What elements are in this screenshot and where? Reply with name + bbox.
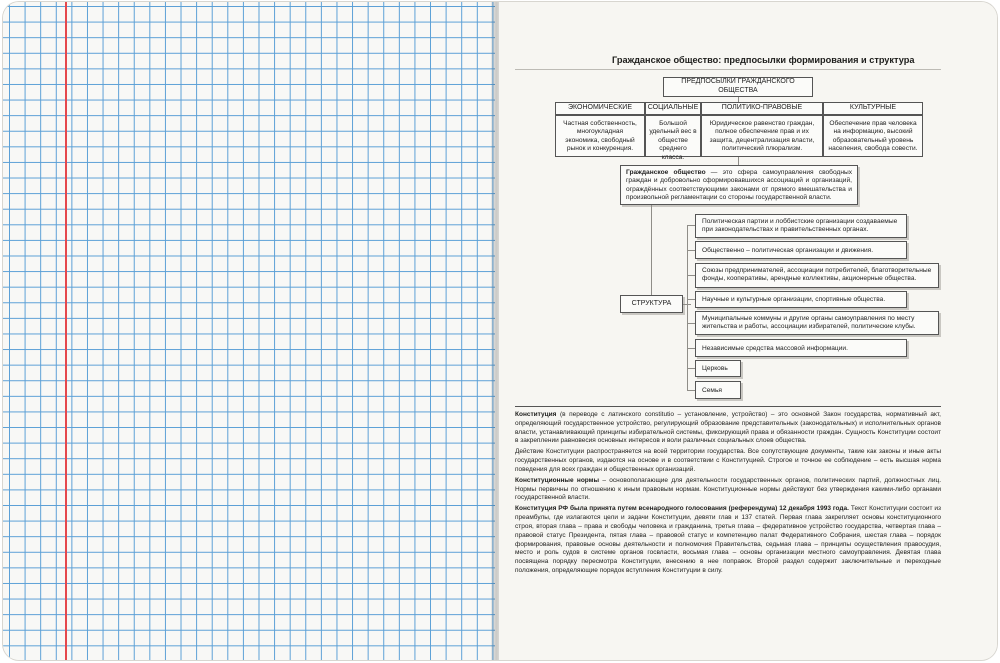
connector <box>687 225 695 226</box>
prereq-label-cultural: КУЛЬТУРНЫЕ <box>823 102 923 115</box>
structure-item: Независимые средства массовой информации. <box>695 339 907 357</box>
structure-item: Муниципальные коммуны и другие органы самоуправления по месту жительства и работы, ассоциации избирателей, политические клубы. <box>695 311 939 335</box>
prereq-label-political: ПОЛИТИКО-ПРАВОВЫЕ <box>701 102 823 115</box>
structure-item: Семья <box>695 381 741 399</box>
connector <box>687 368 695 369</box>
civil-society-definition <box>620 165 858 205</box>
page-title: Гражданское общество: предпосылки формирования и структура <box>612 55 915 65</box>
term: Конституция <box>515 411 557 418</box>
paragraph-text: (в переводе с латинского constitutio – установление, устройство) – это основной Закон государства, нормативный акт, определяющий государственное устройство, регулирующий образование представительных (законодательных) и исполнительных органов власти, устанавливающий принципы избирательной системы, фиксирующий права и обязанности граждан. Сущность Конституции состоит в закреплении равновесия основных интересов и воли различных социальных слоев общества. <box>515 411 941 445</box>
connector <box>687 323 695 324</box>
paragraph-text: Текст Конституции состоит из преамбулы, где излагаются цели и задачи Конституции, девяти глав и 137 статей. Первая глава закрепляет основы конституционного строя, вторая глава – права и свободы человека и гражданина, третья глава – федеративное устройство государства, четвертая глава – правовой статус Президента, пятая глава – правовой статус и компетенцию палат Федеративного Собрания, шестая глава – порядок формирования, правовые основы деятельности и полномочия Правительства, седьмая глава – принципы осуществления правосудия, место и роль судов в системе органов госвласти, восьмая глава – основы организации местного самоуправления. Девятая глава посвящена порядку пересмотра Конституции, внесению в нее поправок. Второй раздел содержит заключительные и переходные положения, определяющие порядок вступления Конституции в силу. <box>515 505 941 575</box>
structure-item: Политическая партии и лоббистские организации создаваемые при законодательствах и правительственных органах. <box>695 214 907 238</box>
prereq-text-economic: Частная собственность, многоукладная экономика, свободный рынок и конкуренция. <box>555 115 645 157</box>
structure-item: Общественно – политическая организации и движения. <box>695 241 907 259</box>
term: Конституционные нормы <box>515 476 600 484</box>
paragraph <box>515 411 941 446</box>
constitution-text <box>515 406 941 578</box>
title-divider <box>515 69 941 70</box>
structure-label: СТРУКТУРА <box>620 295 683 313</box>
definition-text: — это сфера самоуправления свободных граждан и добровольно сформировавшихся ассоциаций и организаций, ограждённых соответствующими законами от прямого вмешательства и произвольной регламентации со стороны государственной власти. <box>626 169 852 202</box>
info-page <box>499 2 997 660</box>
grid-page <box>3 2 495 660</box>
connector <box>687 250 695 251</box>
paragraph: Действие Конституции распространяется на всей территории государства. Все сопутствующие документы, такие как законы и иные акты государственных органов, издаются на основе и в соответствии с Конституцией. Строгое и точное ее соблюдение – есть высшая норма поведения для всех граждан и общественных организаций. <box>515 448 941 473</box>
connector <box>738 157 739 165</box>
prereq-label-economic: ЭКОНОМИЧЕСКИЕ <box>555 102 645 115</box>
prereq-text-social: Большой удельный вес в обществе среднего класса. <box>645 115 701 157</box>
notebook-spread <box>3 2 997 660</box>
definition-term: Гражданское общество <box>626 169 706 176</box>
structure-item: Научные и культурные организации, спортивные общества. <box>695 291 907 308</box>
prereq-text-cultural: Обеспечение прав человека на информацию, высокий образовательный уровень населения, свобода совести. <box>823 115 923 157</box>
structure-item: Церковь <box>695 360 741 377</box>
structure-item: Союзы предпринимателей, ассоциации потребителей, благотворительные фонды, кооперативы, арендные коллективы, акционерные общества. <box>695 263 939 288</box>
paragraph <box>515 477 941 503</box>
connector <box>651 205 652 295</box>
connector <box>687 348 695 349</box>
connector <box>687 275 695 276</box>
prereq-label-social: СОЦИАЛЬНЫЕ <box>645 102 701 115</box>
connector <box>687 390 695 391</box>
paragraph-text: – основополагающие для деятельности государственных органов, политических партий, должностных лиц. Нормы первичны по отношению к иным правовым нормам. Конституционные нормы действуют без утверждения какими-либо органами государственной власти. <box>515 476 941 502</box>
prereq-header: ПРЕДПОСЫЛКИ ГРАЖДАНСКОГО ОБЩЕСТВА <box>663 77 813 97</box>
connector <box>687 299 695 300</box>
prereq-text-political: Юридическое равенство граждан, полное обеспечение прав и их защита, децентрализация власти, политический плюрализм. <box>701 115 823 157</box>
paragraph <box>515 505 941 576</box>
margin-line <box>65 2 67 660</box>
term: Конституция РФ была принята путем всенародного голосования (референдума) 12 декабря 1993 года. <box>515 505 849 513</box>
